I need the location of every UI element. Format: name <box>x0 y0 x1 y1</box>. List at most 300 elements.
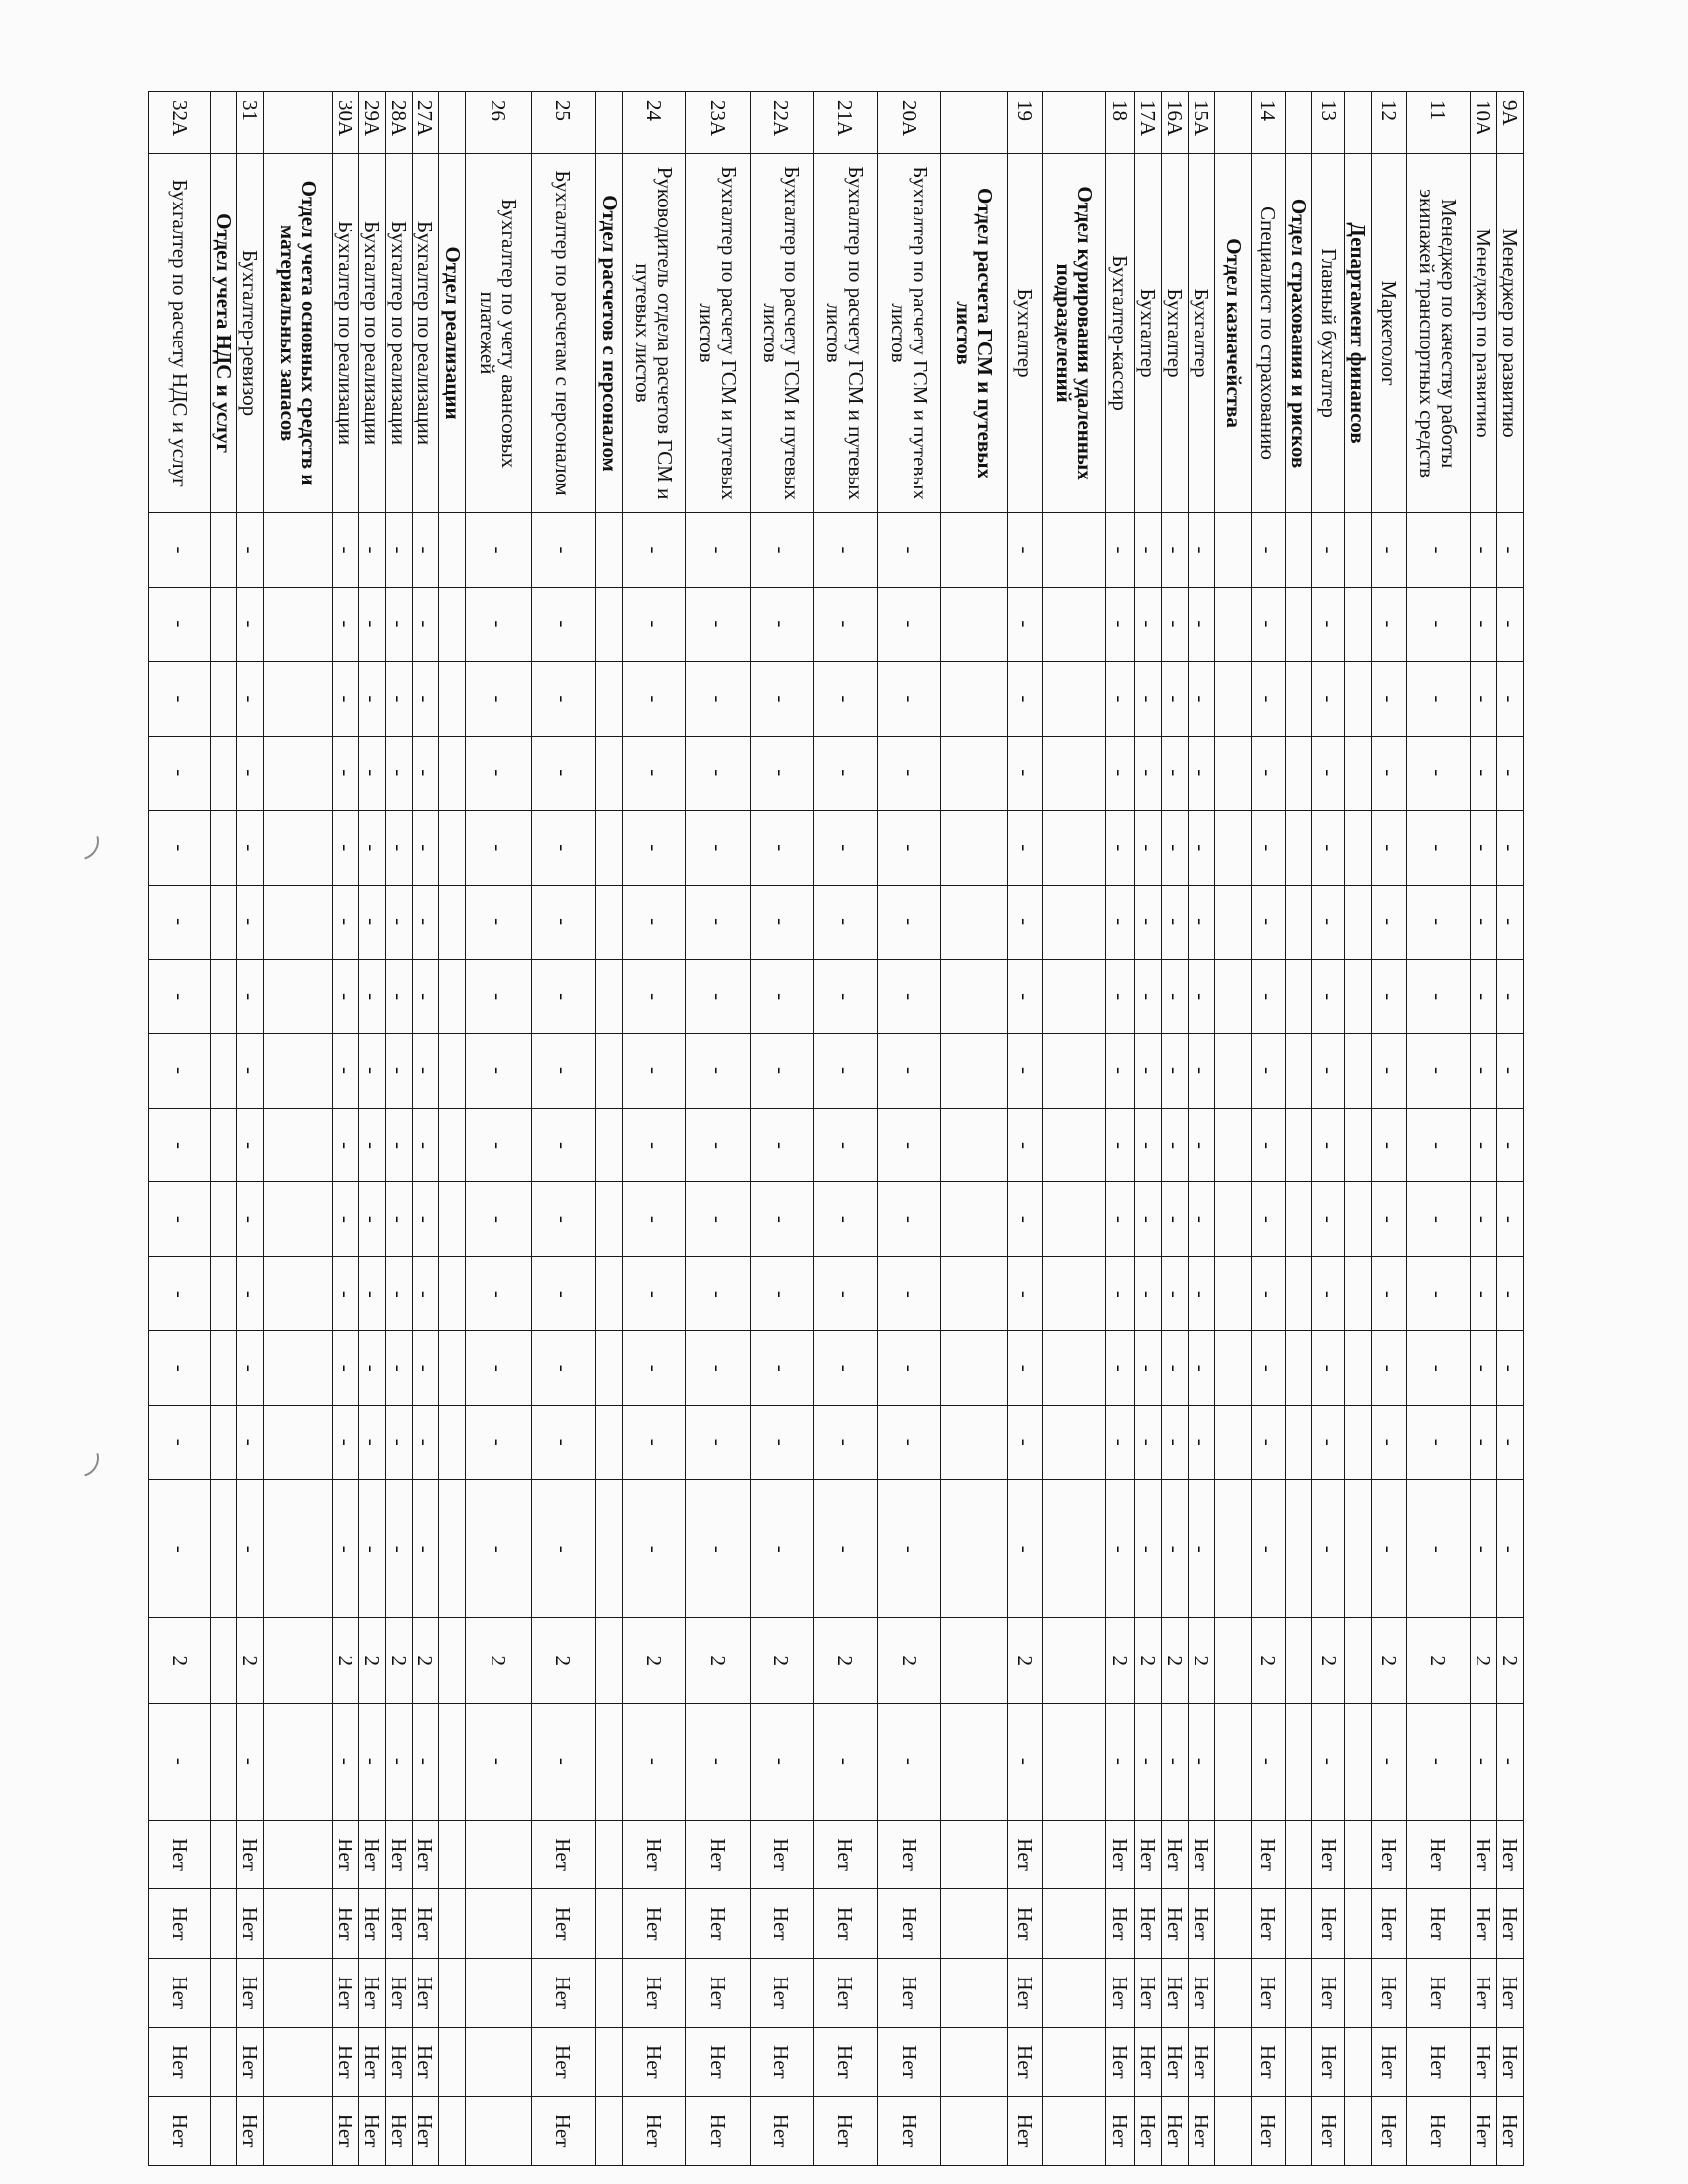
empty-cell <box>211 959 237 1033</box>
dash-cell: - <box>1252 1257 1285 1331</box>
empty-cell <box>1042 1331 1105 1406</box>
dash-cell: - <box>1471 736 1497 810</box>
dash-cell: - <box>1007 1182 1042 1257</box>
empty-cell <box>439 885 466 959</box>
dash-cell: - <box>686 1182 750 1257</box>
dash-cell: - <box>1135 1182 1162 1257</box>
empty-cell <box>1215 1033 1252 1108</box>
no-cell: Нет <box>149 2097 211 2166</box>
dash-cell: - <box>1406 1331 1470 1406</box>
no-cell: Нет <box>385 1820 412 1889</box>
empty-cell <box>264 1257 332 1331</box>
empty-cell <box>596 1033 623 1108</box>
no-cell: Нет <box>412 2027 439 2097</box>
dash-cell: - <box>385 1480 412 1618</box>
no-cell: Нет <box>813 1889 877 1959</box>
dash-cell: - <box>1135 1257 1162 1331</box>
dash-cell: - <box>1106 1331 1135 1406</box>
empty-cell <box>439 1257 466 1331</box>
empty-cell <box>1285 661 1312 736</box>
no-cell: Нет <box>686 1889 750 1959</box>
empty-cell <box>941 1033 1007 1108</box>
position-name: Бухгалтер по расчету ГСМ и путевых листов <box>878 154 941 513</box>
position-name: Бухгалтер по расчету НДС и услуг <box>149 154 211 513</box>
dash-cell: - <box>1135 1033 1162 1108</box>
table-row <box>358 92 385 2166</box>
empty-cell <box>1042 1182 1105 1257</box>
dash-cell: - <box>1497 1257 1524 1331</box>
class-value: 2 <box>750 1618 813 1704</box>
no-cell: Нет <box>149 1958 211 2027</box>
empty-cell <box>439 736 466 810</box>
dash-cell: - <box>1189 1480 1215 1618</box>
no-cell: Нет <box>622 1889 685 1959</box>
dash-cell: - <box>622 736 685 810</box>
dash-cell: - <box>531 1704 595 1821</box>
dash-cell: - <box>385 587 412 661</box>
table-row <box>1497 92 1524 2166</box>
dash-cell: - <box>1406 513 1470 588</box>
empty-cell <box>941 736 1007 810</box>
dash-cell: - <box>1312 513 1344 588</box>
empty-cell <box>1042 1618 1105 1704</box>
empty-cell <box>941 1108 1007 1182</box>
no-cell: Нет <box>237 1820 264 1889</box>
empty-cell <box>596 587 623 661</box>
class-value: 2 <box>813 1618 877 1704</box>
row-number-cell <box>1344 92 1371 154</box>
dash-cell: - <box>750 1406 813 1480</box>
dash-cell: - <box>358 810 385 885</box>
row-number: 18 <box>1106 92 1135 154</box>
empty-cell <box>264 1108 332 1182</box>
no-cell: Нет <box>332 2027 358 2097</box>
no-cell: Нет <box>622 1958 685 2027</box>
dash-cell: - <box>531 736 595 810</box>
no-cell: Нет <box>1312 1958 1344 2027</box>
dash-cell: - <box>1252 513 1285 588</box>
dash-cell: - <box>237 1704 264 1821</box>
dash-cell: - <box>1007 736 1042 810</box>
empty-cell <box>211 1033 237 1108</box>
dash-cell: - <box>1371 587 1406 661</box>
empty-cell <box>264 587 332 661</box>
dash-cell: - <box>149 1704 211 1821</box>
dash-cell: - <box>813 1406 877 1480</box>
empty-cell <box>1344 1406 1371 1480</box>
empty-cell <box>466 2097 531 2166</box>
empty-cell <box>439 587 466 661</box>
dash-cell: - <box>622 661 685 736</box>
empty-cell <box>211 2027 237 2097</box>
dash-cell: - <box>1189 1704 1215 1821</box>
no-cell: Нет <box>1471 1958 1497 2027</box>
dash-cell: - <box>237 513 264 588</box>
dash-cell: - <box>1106 810 1135 885</box>
dash-cell: - <box>149 1331 211 1406</box>
dash-cell: - <box>237 1406 264 1480</box>
empty-cell <box>1215 1820 1252 1889</box>
position-name: Менеджер по качеству работы экипажей транспортных средств <box>1406 154 1470 513</box>
no-cell: Нет <box>1371 1958 1406 2027</box>
position-name: Бухгалтер по реализации <box>358 154 385 513</box>
no-cell: Нет <box>878 1889 941 1959</box>
dash-cell: - <box>1312 661 1344 736</box>
empty-cell <box>439 661 466 736</box>
dash-cell: - <box>466 587 531 661</box>
dash-cell: - <box>1406 1182 1470 1257</box>
dash-cell: - <box>1497 885 1524 959</box>
dash-cell: - <box>149 1257 211 1331</box>
dash-cell: - <box>531 1257 595 1331</box>
no-cell: Нет <box>237 2027 264 2097</box>
empty-cell <box>596 661 623 736</box>
dash-cell: - <box>1252 1704 1285 1821</box>
empty-cell <box>264 1889 332 1959</box>
dash-cell: - <box>622 513 685 588</box>
class-value: 2 <box>686 1618 750 1704</box>
dash-cell: - <box>813 587 877 661</box>
row-number: 14 <box>1252 92 1285 154</box>
empty-cell <box>1344 1257 1371 1331</box>
no-cell: Нет <box>332 1958 358 2027</box>
dash-cell: - <box>1497 1406 1524 1480</box>
dash-cell: - <box>385 513 412 588</box>
empty-cell <box>1215 1704 1252 1821</box>
class-value: 2 <box>1162 1618 1189 1704</box>
dash-cell: - <box>1312 587 1344 661</box>
row-number: 29А <box>358 92 385 154</box>
position-name: Бухгалтер-ревизор <box>237 154 264 513</box>
dash-cell: - <box>1471 513 1497 588</box>
dash-cell: - <box>1471 1257 1497 1331</box>
empty-cell <box>211 1182 237 1257</box>
dash-cell: - <box>1406 1257 1470 1331</box>
empty-cell <box>264 736 332 810</box>
dash-cell: - <box>1312 1033 1344 1108</box>
empty-cell <box>941 1820 1007 1889</box>
empty-cell <box>1215 2027 1252 2097</box>
no-cell: Нет <box>622 2027 685 2097</box>
dash-cell: - <box>466 1257 531 1331</box>
no-cell: Нет <box>686 2027 750 2097</box>
class-value: 2 <box>878 1618 941 1704</box>
no-cell: Нет <box>878 2097 941 2166</box>
dash-cell: - <box>1252 1182 1285 1257</box>
no-cell: Нет <box>412 1820 439 1889</box>
empty-cell <box>466 1958 531 2027</box>
dash-cell: - <box>358 513 385 588</box>
dash-cell: - <box>878 513 941 588</box>
empty-cell <box>941 1480 1007 1618</box>
dash-cell: - <box>531 1108 595 1182</box>
empty-cell <box>1285 1480 1312 1618</box>
empty-cell <box>439 2027 466 2097</box>
empty-cell <box>1285 1331 1312 1406</box>
no-cell: Нет <box>686 1820 750 1889</box>
no-cell: Нет <box>1371 1889 1406 1959</box>
empty-cell <box>264 959 332 1033</box>
dash-cell: - <box>531 1406 595 1480</box>
dash-cell: - <box>1106 885 1135 959</box>
dash-cell: - <box>1312 736 1344 810</box>
no-cell: Нет <box>1189 1820 1215 1889</box>
empty-cell <box>1042 2097 1105 2166</box>
dash-cell: - <box>1252 810 1285 885</box>
dash-cell: - <box>412 959 439 1033</box>
dash-cell: - <box>1406 1704 1470 1821</box>
dash-cell: - <box>1106 1033 1135 1108</box>
dash-cell: - <box>466 885 531 959</box>
dash-cell: - <box>1135 810 1162 885</box>
dash-cell: - <box>622 1108 685 1182</box>
dash-cell: - <box>1497 1331 1524 1406</box>
dash-cell: - <box>358 1033 385 1108</box>
dash-cell: - <box>237 1182 264 1257</box>
dash-cell: - <box>466 1182 531 1257</box>
no-cell: Нет <box>385 2097 412 2166</box>
dash-cell: - <box>1471 587 1497 661</box>
empty-cell <box>1042 1406 1105 1480</box>
dash-cell: - <box>1471 1033 1497 1108</box>
dash-cell: - <box>1162 1257 1189 1331</box>
empty-cell <box>1215 1480 1252 1618</box>
dash-cell: - <box>412 1704 439 1821</box>
no-cell: Нет <box>1106 1889 1135 1959</box>
working-conditions-table <box>148 91 1524 2166</box>
section-row <box>211 92 237 2166</box>
empty-cell <box>941 1889 1007 1959</box>
dash-cell: - <box>1007 1108 1042 1182</box>
dash-cell: - <box>878 1331 941 1406</box>
position-name: Бухгалтер <box>1189 154 1215 513</box>
table-row <box>1252 92 1285 2166</box>
no-cell: Нет <box>358 2097 385 2166</box>
no-cell: Нет <box>1471 1889 1497 1959</box>
no-cell: Нет <box>149 1820 211 1889</box>
dash-cell: - <box>1162 736 1189 810</box>
dash-cell: - <box>1312 1108 1344 1182</box>
dash-cell: - <box>1371 513 1406 588</box>
position-name: Бухгалтер по реализации <box>412 154 439 513</box>
empty-cell <box>941 587 1007 661</box>
no-cell: Нет <box>813 2097 877 2166</box>
dash-cell: - <box>1371 885 1406 959</box>
no-cell: Нет <box>750 1958 813 2027</box>
dash-cell: - <box>1252 1108 1285 1182</box>
no-cell: Нет <box>750 2027 813 2097</box>
dash-cell: - <box>1252 1033 1285 1108</box>
no-cell: Нет <box>1371 2027 1406 2097</box>
empty-cell <box>211 1958 237 2027</box>
empty-cell <box>439 1182 466 1257</box>
dash-cell: - <box>813 661 877 736</box>
no-cell: Нет <box>813 1958 877 2027</box>
dash-cell: - <box>813 1331 877 1406</box>
position-name: Бухгалтер по реализации <box>385 154 412 513</box>
dash-cell: - <box>1371 736 1406 810</box>
table-row <box>878 92 941 2166</box>
table-row <box>1162 92 1189 2166</box>
empty-cell <box>1042 1257 1105 1331</box>
no-cell: Нет <box>358 1889 385 1959</box>
table-row <box>1135 92 1162 2166</box>
dash-cell: - <box>412 810 439 885</box>
empty-cell <box>211 1406 237 1480</box>
no-cell: Нет <box>1406 2027 1470 2097</box>
empty-cell <box>1285 513 1312 588</box>
dash-cell: - <box>332 1033 358 1108</box>
dash-cell: - <box>358 587 385 661</box>
no-cell: Нет <box>1106 2027 1135 2097</box>
row-number: 9А <box>1497 92 1524 154</box>
rotated-table-container <box>148 91 1524 2166</box>
dash-cell: - <box>1497 1033 1524 1108</box>
position-name: Бухгалтер по реализации <box>332 154 358 513</box>
dash-cell: - <box>385 810 412 885</box>
dash-cell: - <box>813 959 877 1033</box>
dash-cell: - <box>1189 1108 1215 1182</box>
class-value: 2 <box>1312 1618 1344 1704</box>
section-row <box>596 92 623 2166</box>
dash-cell: - <box>1007 1406 1042 1480</box>
no-cell: Нет <box>878 2027 941 2097</box>
empty-cell <box>1215 1889 1252 1959</box>
empty-cell <box>1344 736 1371 810</box>
dash-cell: - <box>1371 1182 1406 1257</box>
dash-cell: - <box>878 1406 941 1480</box>
dash-cell: - <box>1007 959 1042 1033</box>
dash-cell: - <box>1312 1182 1344 1257</box>
empty-cell <box>1215 1108 1252 1182</box>
dash-cell: - <box>1252 587 1285 661</box>
empty-cell <box>264 1704 332 1821</box>
dash-cell: - <box>1252 736 1285 810</box>
empty-cell <box>1285 1182 1312 1257</box>
dash-cell: - <box>1189 885 1215 959</box>
dash-cell: - <box>237 959 264 1033</box>
dash-cell: - <box>750 1108 813 1182</box>
punch-hole-mark-bottom <box>55 1433 106 1484</box>
dash-cell: - <box>686 587 750 661</box>
dash-cell: - <box>1189 959 1215 1033</box>
class-value: 2 <box>237 1618 264 1704</box>
empty-cell <box>1042 810 1105 885</box>
dash-cell: - <box>1189 661 1215 736</box>
no-cell: Нет <box>385 1958 412 2027</box>
empty-cell <box>941 661 1007 736</box>
class-value: 2 <box>1106 1618 1135 1704</box>
dash-cell: - <box>1371 1704 1406 1821</box>
section-title: Департамент финансов <box>1344 154 1371 513</box>
dash-cell: - <box>412 736 439 810</box>
dash-cell: - <box>1406 885 1470 959</box>
dash-cell: - <box>531 587 595 661</box>
dash-cell: - <box>686 1704 750 1821</box>
empty-cell <box>1344 1618 1371 1704</box>
no-cell: Нет <box>531 2097 595 2166</box>
empty-cell <box>1344 1958 1371 2027</box>
no-cell: Нет <box>1135 1820 1162 1889</box>
empty-cell <box>211 1704 237 1821</box>
empty-cell <box>1285 587 1312 661</box>
class-value: 2 <box>1406 1618 1470 1704</box>
class-value: 2 <box>1189 1618 1215 1704</box>
no-cell: Нет <box>1162 1820 1189 1889</box>
dash-cell: - <box>1007 1480 1042 1618</box>
empty-cell <box>1285 1704 1312 1821</box>
no-cell: Нет <box>1189 2097 1215 2166</box>
row-number-cell <box>211 92 237 154</box>
dash-cell: - <box>1497 810 1524 885</box>
dash-cell: - <box>878 1108 941 1182</box>
row-number-cell <box>1042 92 1105 154</box>
empty-cell <box>596 1958 623 2027</box>
section-row <box>1215 92 1252 2166</box>
dash-cell: - <box>332 1704 358 1821</box>
table-row <box>1189 92 1215 2166</box>
position-name: Бухгалтер по учету авансовых платежей <box>466 154 531 513</box>
position-name: Бухгалтер по расчету ГСМ и путевых листов <box>686 154 750 513</box>
no-cell: Нет <box>1471 1820 1497 1889</box>
dash-cell: - <box>531 1182 595 1257</box>
empty-cell <box>596 1257 623 1331</box>
no-cell: Нет <box>750 1889 813 1959</box>
dash-cell: - <box>878 661 941 736</box>
position-name: Бухгалтер по расчету ГСМ и путевых листов <box>813 154 877 513</box>
empty-cell <box>264 1480 332 1618</box>
empty-cell <box>941 810 1007 885</box>
empty-cell <box>1344 587 1371 661</box>
dash-cell: - <box>1007 513 1042 588</box>
table-row <box>1106 92 1135 2166</box>
empty-cell <box>1042 1108 1105 1182</box>
dash-cell: - <box>332 513 358 588</box>
position-name: Менеджер по развитию <box>1497 154 1524 513</box>
empty-cell <box>211 587 237 661</box>
dash-cell: - <box>1371 1480 1406 1618</box>
dash-cell: - <box>1471 1108 1497 1182</box>
empty-cell <box>1215 959 1252 1033</box>
empty-cell <box>211 885 237 959</box>
dash-cell: - <box>1007 810 1042 885</box>
dash-cell: - <box>385 736 412 810</box>
dash-cell: - <box>622 1406 685 1480</box>
dash-cell: - <box>1135 1108 1162 1182</box>
dash-cell: - <box>1189 1331 1215 1406</box>
no-cell: Нет <box>1106 1958 1135 2027</box>
dash-cell: - <box>878 1704 941 1821</box>
empty-cell <box>941 1618 1007 1704</box>
dash-cell: - <box>531 885 595 959</box>
dash-cell: - <box>1252 959 1285 1033</box>
no-cell: Нет <box>1007 1958 1042 2027</box>
row-number: 17А <box>1135 92 1162 154</box>
dash-cell: - <box>622 1257 685 1331</box>
dash-cell: - <box>412 885 439 959</box>
dash-cell: - <box>750 587 813 661</box>
dash-cell: - <box>686 1257 750 1331</box>
empty-cell <box>439 959 466 1033</box>
dash-cell: - <box>1162 1182 1189 1257</box>
dash-cell: - <box>1162 1108 1189 1182</box>
dash-cell: - <box>686 810 750 885</box>
empty-cell <box>264 1182 332 1257</box>
no-cell: Нет <box>332 2097 358 2166</box>
empty-cell <box>1215 736 1252 810</box>
dash-cell: - <box>149 1480 211 1618</box>
dash-cell: - <box>412 1406 439 1480</box>
